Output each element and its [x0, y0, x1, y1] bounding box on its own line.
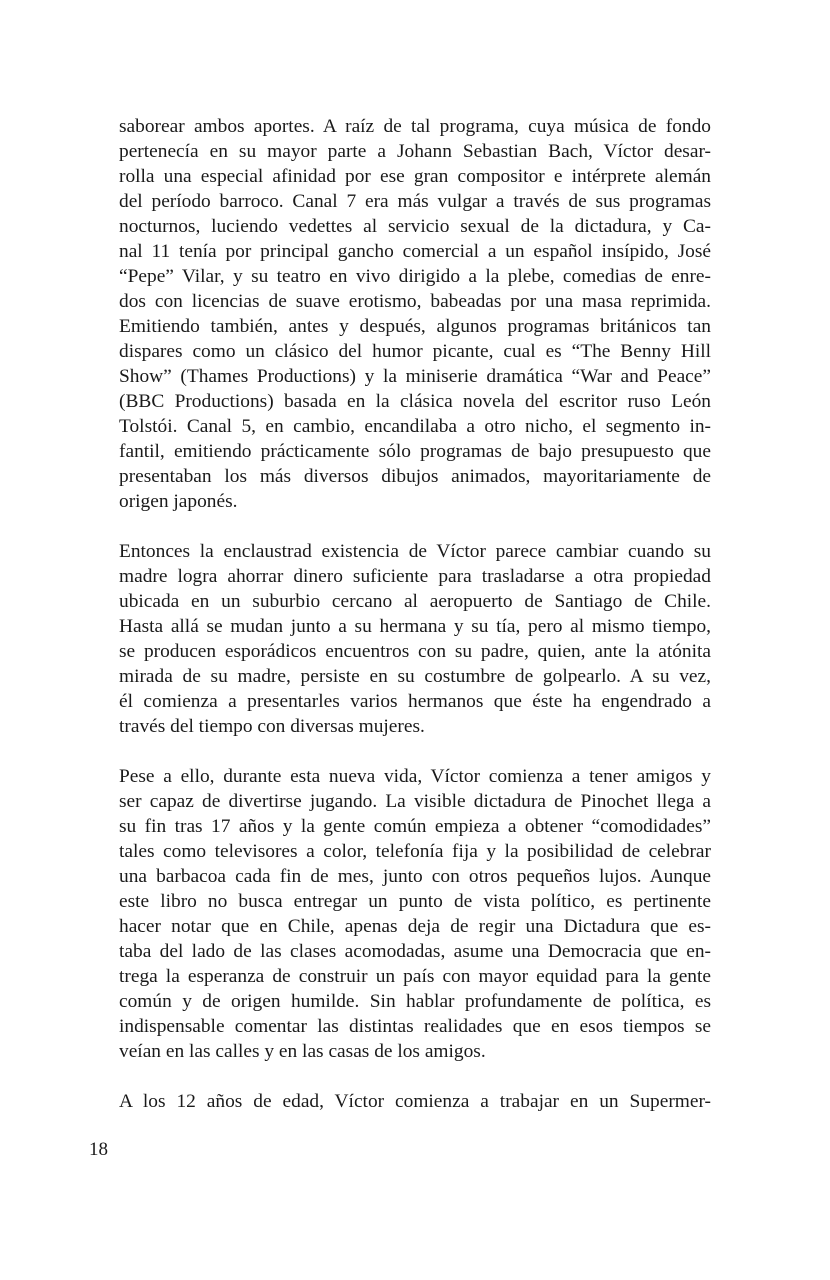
text-line: madre logra ahorrar dinero suficiente para trasladarse a otra propiedad: [119, 566, 711, 587]
paragraph-4: [119, 1089, 711, 1114]
text-line: nocturnos, luciendo vedettes al servicio sexual de la dictadura, y Ca-: [119, 216, 711, 237]
text-line: dos con licencias de suave erotismo, babeadas por una masa reprimida.: [119, 291, 711, 312]
text-line: indispensable comentar las distintas realidades que en esos tiempos se: [119, 1016, 711, 1037]
text-line: saborear ambos aportes. A raíz de tal programa, cuya música de fondo: [119, 116, 711, 137]
text-line: Tolstói. Canal 5, en cambio, encandilaba a otro nicho, el segmento in-: [119, 416, 711, 437]
text-line: su fin tras 17 años y la gente común empieza a obtener “comodidades”: [119, 816, 711, 837]
text-line: veían en las calles y en las casas de los amigos.: [119, 1041, 486, 1062]
text-line: hacer notar que en Chile, apenas deja de regir una Dictadura que es-: [119, 916, 711, 937]
text-line: se producen esporádicos encuentros con su padre, quien, ante la atónita: [119, 641, 711, 662]
paragraph-2: [119, 539, 711, 739]
text-line: taba del lado de las clases acomodadas, asume una Democracia que en-: [119, 941, 711, 962]
text-line: Pese a ello, durante esta nueva vida, Víctor comienza a tener amigos y: [119, 766, 711, 787]
text-line: Show” (Thames Productions) y la miniserie dramática “War and Peace”: [119, 366, 711, 387]
text-line: mirada de su madre, persiste en su costumbre de golpearlo. A su vez,: [119, 666, 711, 687]
text-line: “Pepe” Vilar, y su teatro en vivo dirigido a la plebe, comedias de enre-: [119, 266, 711, 287]
body-text: [119, 114, 711, 1139]
text-line: origen japonés.: [119, 491, 238, 512]
text-line: través del tiempo con diversas mujeres.: [119, 716, 425, 737]
text-line: él comienza a presentarles varios hermanos que éste ha engendrado a: [119, 691, 711, 712]
text-line: ubicada en un suburbio cercano al aeropuerto de Santiago de Chile.: [119, 591, 711, 612]
text-line: rolla una especial afinidad por ese gran compositor e intérprete alemán: [119, 166, 711, 187]
text-line: común y de origen humilde. Sin hablar profundamente de política, es: [119, 991, 711, 1012]
text-line: fantil, emitiendo prácticamente sólo programas de bajo presupuesto que: [119, 441, 711, 462]
text-line: Hasta allá se mudan junto a su hermana y su tía, pero al mismo tiempo,: [119, 616, 711, 637]
text-line: (BBC Productions) basada en la clásica novela del escritor ruso León: [119, 391, 711, 412]
text-line: presentaban los más diversos dibujos animados, mayoritariamente de: [119, 466, 711, 487]
text-line: dispares como un clásico del humor picante, cual es “The Benny Hill: [119, 341, 711, 362]
text-line: este libro no busca entregar un punto de vista político, es pertinente: [119, 891, 711, 912]
text-line: tales como televisores a color, telefonía fija y la posibilidad de celebrar: [119, 841, 711, 862]
text-line: Entonces la enclaustrad existencia de Víctor parece cambiar cuando su: [119, 541, 711, 562]
text-line: nal 11 tenía por principal gancho comercial a un español insípido, José: [119, 241, 711, 262]
text-line: una barbacoa cada fin de mes, junto con otros pequeños lujos. Aunque: [119, 866, 711, 887]
paragraph-3: [119, 764, 711, 1064]
page-number: 18: [89, 1139, 108, 1160]
text-line: del período barroco. Canal 7 era más vulgar a través de sus programas: [119, 191, 711, 212]
text-line: A los 12 años de edad, Víctor comienza a trabajar en un Supermer-: [119, 1091, 711, 1112]
text-line: trega la esperanza de construir un país con mayor equidad para la gente: [119, 966, 711, 987]
text-line: Emitiendo también, antes y después, algunos programas británicos tan: [119, 316, 711, 337]
paragraph-1: [119, 114, 711, 514]
text-line: ser capaz de divertirse jugando. La visible dictadura de Pinochet llega a: [119, 791, 711, 812]
text-line: pertenecía en su mayor parte a Johann Sebastian Bach, Víctor desar-: [119, 141, 711, 162]
